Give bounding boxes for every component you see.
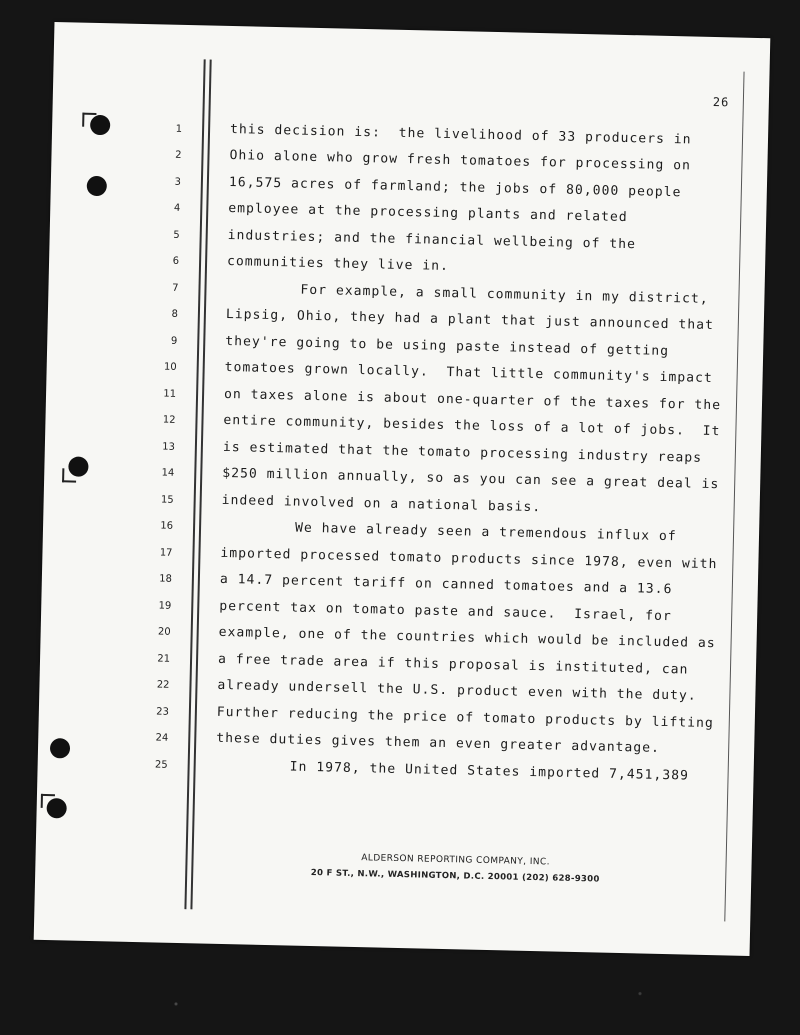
transcript-line: In 1978, the United States imported 7,451,389 bbox=[289, 759, 690, 784]
line-number: 9 bbox=[170, 335, 178, 347]
line-number: 13 bbox=[162, 441, 176, 453]
transcript-line: on taxes alone is about one-quarter of the taxes for the bbox=[223, 386, 722, 414]
transcript-line: this decision is: the livelihood of 33 producers in bbox=[229, 122, 692, 148]
line-number: 2 bbox=[175, 149, 182, 161]
line-number: 16 bbox=[160, 520, 174, 532]
reporter-company-name: ALDERSON REPORTING COMPANY, INC. bbox=[361, 853, 550, 868]
transcript-line: indeed involved on a national basis. bbox=[221, 492, 542, 516]
line-number: 25 bbox=[154, 759, 168, 771]
punch-hole bbox=[87, 176, 107, 196]
line-number: 6 bbox=[172, 255, 180, 267]
transcript-line: Further reducing the price of tomato products by lifting bbox=[216, 704, 715, 732]
transcript-line: these duties gives them an even greater advantage. bbox=[216, 730, 661, 756]
corner-bracket-bottom bbox=[41, 794, 55, 808]
transcript-line: percent tax on tomato paste and sauce. Israel, for bbox=[219, 598, 673, 625]
line-number: 10 bbox=[163, 361, 177, 373]
transcript-line: 16,575 acres of farmland; the jobs of 80,000 people bbox=[228, 174, 682, 201]
line-number: 23 bbox=[156, 706, 169, 718]
transcript-line: they're going to be using paste instead of getting bbox=[225, 333, 670, 360]
transcript-line: industries; and the financial wellbeing of the bbox=[227, 227, 637, 253]
transcript-page bbox=[34, 22, 771, 956]
line-number: 8 bbox=[171, 308, 179, 320]
line-number: 15 bbox=[160, 494, 174, 506]
transcript-line: employee at the processing plants and related bbox=[228, 200, 628, 226]
transcript-line: communities they live in. bbox=[226, 253, 450, 275]
line-number: 18 bbox=[159, 573, 173, 585]
corner-bracket-middle bbox=[62, 468, 76, 482]
transcript-line: entire community, besides the loss of a lot of jobs. It bbox=[223, 412, 721, 440]
line-number: 1 bbox=[175, 123, 183, 135]
right-margin-rule bbox=[724, 72, 744, 922]
transcript-line: tomatoes grown locally. That little community's impact bbox=[224, 359, 713, 387]
transcript-line: Ohio alone who grow fresh tomatoes for processing on bbox=[229, 148, 692, 174]
line-number: 20 bbox=[157, 626, 171, 638]
page-number: 26 bbox=[712, 94, 730, 110]
reporter-company-address: 20 F ST., N.W., WASHINGTON, D.C. 20001 (202) 628-9300 bbox=[310, 868, 600, 885]
transcript-line: We have already seen a tremendous influx of bbox=[294, 520, 677, 545]
line-number: 22 bbox=[156, 679, 170, 691]
transcript-line: For example, a small community in my district, bbox=[300, 282, 709, 307]
transcript-line: already undersell the U.S. product even with the duty. bbox=[217, 677, 697, 704]
transcript-line: example, one of the countries which would be included as bbox=[218, 624, 716, 652]
line-number: 21 bbox=[157, 653, 171, 665]
line-number: 11 bbox=[163, 388, 177, 400]
line-number: 12 bbox=[162, 414, 176, 426]
punch-hole bbox=[50, 738, 70, 758]
transcript-line: a free trade area if this proposal is instituted, can bbox=[217, 651, 689, 678]
transcript-line: a 14.7 percent tariff on canned tomatoes and a 13.6 bbox=[219, 571, 673, 598]
line-number: 17 bbox=[159, 547, 173, 559]
line-number: 7 bbox=[171, 282, 179, 294]
transcript-line: Lipsig, Ohio, they had a plant that just announced that bbox=[225, 306, 715, 334]
line-number: 4 bbox=[173, 202, 181, 214]
line-number: 14 bbox=[161, 467, 175, 479]
transcript-line: is estimated that the tomato processing industry reaps bbox=[222, 439, 703, 466]
line-number: 19 bbox=[158, 600, 172, 612]
line-number: 3 bbox=[174, 176, 182, 188]
punch-hole bbox=[90, 115, 110, 135]
line-number: 5 bbox=[173, 229, 180, 241]
transcript-line: imported processed tomato products since 1978, even with bbox=[220, 545, 718, 573]
transcript-line: $250 million annually, so as you can see a great deal is bbox=[222, 465, 720, 493]
line-number: 24 bbox=[155, 732, 169, 744]
